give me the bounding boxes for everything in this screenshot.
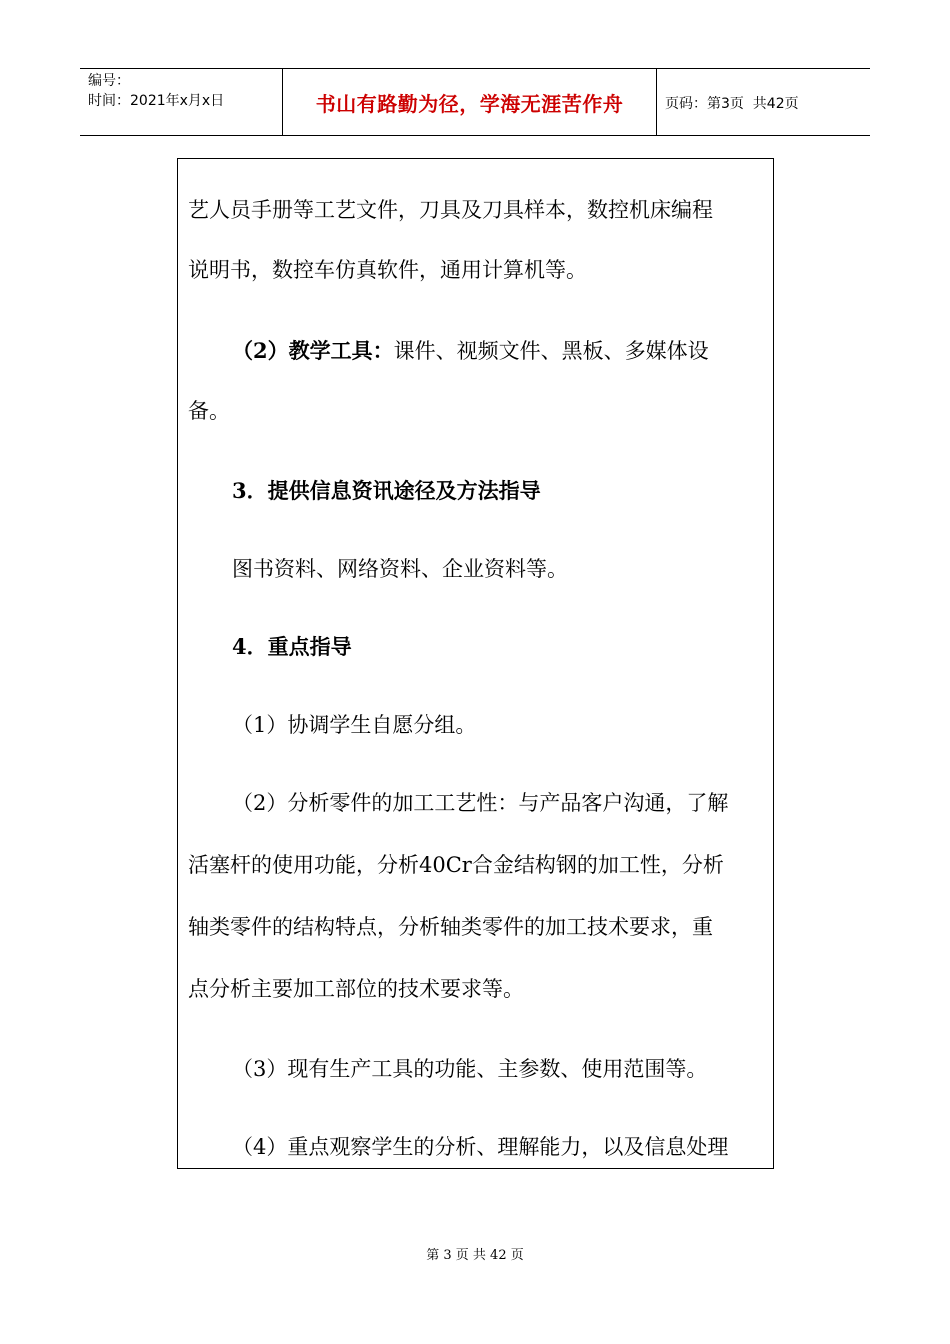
section-heading: 4．重点指导	[232, 634, 352, 659]
header-divider	[656, 69, 657, 136]
body-line: 活塞杆的使用功能，分析40Cr合金结构钢的加工性，分析	[188, 853, 724, 877]
header-page-info	[665, 69, 799, 136]
body-line: 图书资料、网络资料、企业资料等。	[232, 557, 568, 581]
body-line: 点分析主要加工部位的技术要求等。	[188, 977, 524, 1001]
body-line: 备。	[188, 399, 230, 423]
document-number-label: 编号：	[88, 73, 130, 89]
body-line: 艺人员手册等工艺文件，刀具及刀具样本，数控机床编程	[188, 198, 713, 222]
page-footer: 第 3 页 共 42 页	[426, 1248, 524, 1263]
header-page-info-text: 页码：第3页 共42页	[665, 95, 799, 112]
teaching-tools-text: 课件、视频文件、黑板、多媒体设	[393, 339, 709, 363]
body-line: （1）协调学生自愿分组。	[232, 713, 477, 737]
header-meta	[88, 71, 284, 111]
body-line: 轴类零件的结构特点，分析轴类零件的加工技术要求，重	[188, 915, 713, 939]
body-line: 说明书，数控车仿真软件，通用计算机等。	[188, 258, 587, 282]
header-motto: 书山有路勤为径，学海无涯苦作舟	[315, 92, 624, 116]
body-line: （4）重点观察学生的分析、理解能力，以及信息处理	[232, 1135, 729, 1159]
content-box	[177, 158, 774, 1169]
body-line: （3）现有生产工具的功能、主参数、使用范围等。	[232, 1057, 708, 1081]
section-heading: 3．提供信息资讯途径及方法指导	[232, 478, 541, 503]
body-line	[188, 337, 812, 365]
page-header	[80, 68, 870, 136]
body-line: （2）分析零件的加工工艺性：与产品客户沟通，了解	[232, 791, 729, 815]
document-date-label: 时间：2021年x月x日	[88, 93, 225, 109]
teaching-tools-heading: （2）教学工具：	[232, 338, 394, 363]
